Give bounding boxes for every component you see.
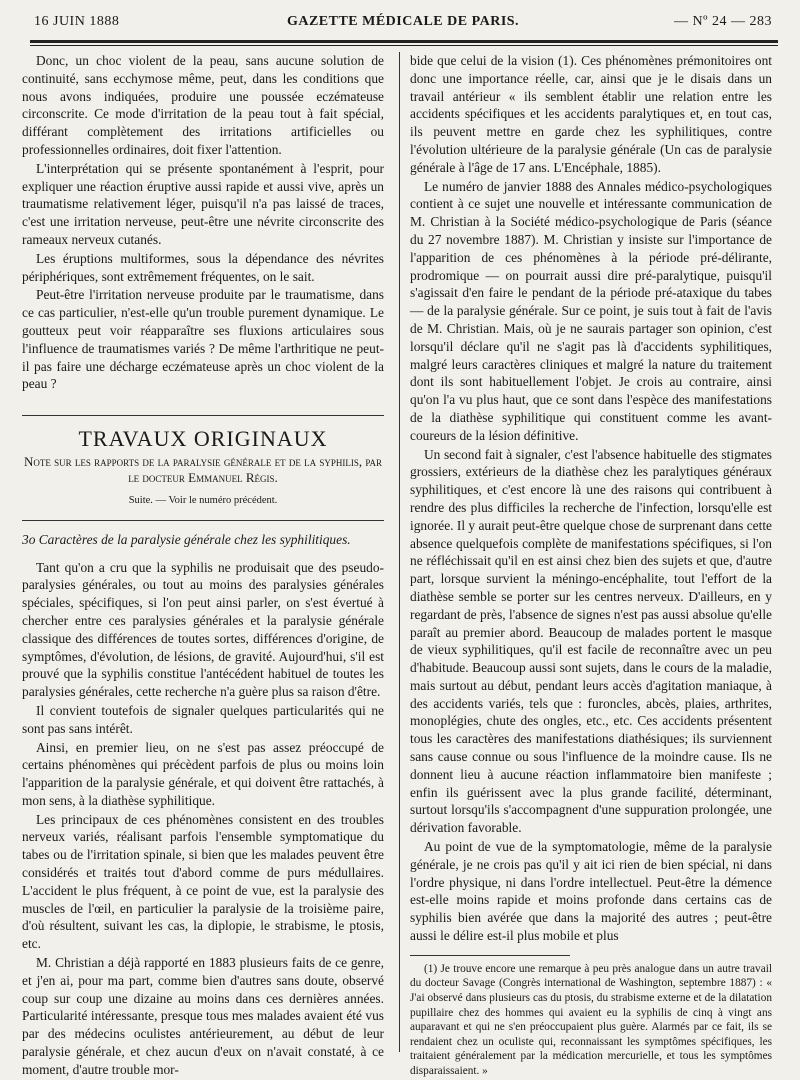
article-rule <box>22 520 384 521</box>
paragraph: Ainsi, en premier lieu, on ne s'est pas assez préoccupé de certains phénomènes qui précèdent parfois de plus ou moins loin l'apparition de la paralysie générale, et qui doivent être rattachés, à mon sens, à la diathèse syphilitique. <box>22 739 384 808</box>
footnote: (1) Je trouve encore une remarque à peu près analogue dans un autre travail du docteur Savage (Congrès international de Washington, septembre 1887) : « J'ai observé dans plusieurs cas du ptosis, du strabisme externe et de la dilatation pupillaire chez des hommes qui avaient eu la syphilis de cinq à vingt ans auparavant et qui ne s'en préoccupaient plus guère. Alarmés par ce fait, ils se rendaient chez un oculiste qui, reconnaissant les symptômes spécifiques, les traitaient généralement par la médication mercurielle, et tous les symptômes disparaissaient. » <box>410 962 772 1077</box>
page-number: — Nº 24 — 283 <box>674 14 772 29</box>
issue-date: 16 JUIN 1888 <box>34 14 120 29</box>
page-header <box>34 10 772 36</box>
header-rule-thin <box>30 45 778 46</box>
paragraph: Au point de vue de la symptomatologie, même de la paralysie générale, je ne crois pas qu'il y ait ici rien de bien spécial, ni dans l'ordre physique, ni dans l'ordre intellectuel. Peut-être la démence est-elle moins rapide et moins profonde dans certains cas de syphilis bien avérée que dans la majorité des autres ; peut-être aussi le délire est-il plus mobile et plus <box>410 839 772 944</box>
header-rule <box>30 40 778 43</box>
paragraph: Il convient toutefois de signaler quelques particularités qui ne sont pas sans intérêt. <box>22 702 384 736</box>
paragraph: bide que celui de la vision (1). Ces phénomènes prémonitoires ont donc une importance réelle, car, ainsi que je le disais dans un travail antérieur « ils semblent établir une relation entre les accidents spécifiques et les accidents paralytiques et, en tout cas, ils peuvent mettre en garde chez les syphilitiques, contre l'évolution ultérieure de la paralysie générale (Un cas de paralysie générale à l'âge de 17 ans. L'Encéphale, 1885). <box>410 53 772 175</box>
paragraph: Un second fait à signaler, c'est l'absence habituelle des stigmates grossiers, extérieurs de la diathèse chez les paralytiques généraux syphilitiques, et c'est encore là une des raisons qui contribuent à rendre des plus difficiles la recherche de l'infection, lorsqu'elle est ignorée. Il y aurait peut-être quelque chose de surprenant dans cette absence quelquefois complète de manifestations spécifiques, si l'on ne réfléchissait qu'il en est ainsi chez bien des sujets et que, d'autre part, lorsque survient la méningo-encéphalite, tout l'effort de la diathèse semble se porter sur les centres nerveux. D'ailleurs, en y regardant de près, l'absence de signes n'est pas aussi absolue qu'elle paraît au premier abord. Beaucoup de malades portent le masque de vieux syphilitiques, qu'il est facile de reconnaître avec un peu d'habitude. Beaucoup aussi sont sujets, dans le cours de la maladie, mais surtout au début, pendant leurs accès d'agitation maniaque, à des accidents variés, tels que : furoncles, abcès, plaies, arthrites, monoplégies, chute des ongles, etc., etc. Ces accidents présentent tous les caractères des manifestations diathésiques; ils surviennent sans cause connue ou sous l'influence de la moindre cause. Ils ne donnent lieu à aucune réaction inflammatoire bien manifeste ; enfin ils guérissent avec la plus grande facilité, déterminant, surtout lorsqu'ils s'accompagnent d'une suppuration prolongée, une dérivation favorable. <box>410 446 772 836</box>
right-column <box>410 52 772 1080</box>
paragraph: Tant qu'on a cru que la syphilis ne produisait que des pseudo-paralysies générales, ou tout au moins des paralysies générales spéciales, spécifiques, si l'on peut ainsi parler, on s'est évertué à chercher entre ces paralysies générales et la paralysie générale classique des différences de toutes sortes, différences d'origine, de symptômes, d'évolution, de lésions, de gravité. Aujourd'hui, s'il est prouvé que la syphilis constitue l'antécédent habituel de toutes les paralysies générales, cette recherche n'a guère plus sa raison d'être. <box>22 559 384 700</box>
paragraph: Donc, un choc violent de la peau, sans aucune solution de continuité, sans ecchymose même, peut, dans les conditions que nous avons indiquées, produire une poussée eczémateuse circonscrite. Ce mode d'irritation de la peau tout à fait spécial, différant complètement des irritations artificielles ou professionnelles ordinaires, doit fixer l'attention. <box>22 53 384 157</box>
paragraph: Les principaux de ces phénomènes consistent en des troubles nerveux variés, réalisant parfois l'ensemble symptomatique du tabes ou de l'irritation spinale, si bien que les malades peuvent être considérés et traités tout d'abord comme de purs médullaires. L'accident le plus fréquent, à ce point de vue, est la paralysie des muscles de l'œil, en particulier la paralysie de la troisième paire, d'où résultent, suivant les cas, la diplopie, le strabisme, le ptosis, etc. <box>22 811 384 952</box>
paragraph: Le numéro de janvier 1888 des Annales médico-psychologiques contient à ce sujet une nouvelle et intéressante communication de M. Christian à la Société médico-psychologique de Paris (séance du 27 novembre 1887). M. Christian y insiste sur l'importance de l'apparition de ces phénomènes à la période pré-délirante, prodromique — on pourrait aussi dire pré-paralytique, puisqu'il s'agissait d'en faire le pendant de la période pré-ataxique du tabes — de la paralysie générale. Sur ce point, je suis tout à fait de l'avis de M. Christian. Mais, où je ne saurais partager son opinion, c'est lorsqu'il déclare qu'il ne s'agit pas là d'accidents syphilitiques, malgré leurs caractères cliniques et malgré la nature du traitement dont ils sont habituellement l'objet. Je crois au contraire, ainsi qu'on l'a vu plus haut, que ce sont dans l'espèce des manifestations de la diathèse syphilitique qui constituent comme les avant-coureurs de la lésion définitive. <box>410 178 772 443</box>
column-divider <box>399 52 400 1052</box>
paragraph: Peut-être l'irritation nerveuse produite par le traumatisme, dans ce cas particulier, n'est-elle qu'un trouble purement dynamique. Le goutteux peut voir réapparaître ses fluxions articulaires sous l'influence de traumatismes variés ? De même l'arthritique ne peut-il pas faire une décharge eczémateuse après un choc violent de la peau ? <box>22 287 384 392</box>
paragraph: Les éruptions multiformes, sous la dépendance des névrites périphériques, sont extrêmement fréquentes, on le sait. <box>22 250 384 284</box>
section-title: TRAVAUX ORIGINAUX <box>78 426 328 452</box>
left-column <box>22 52 384 1080</box>
subsection-title: 3o Caractères de la paralysie générale chez les syphilitiques. <box>22 531 351 547</box>
section-rule <box>22 415 384 416</box>
paragraph: M. Christian a déjà rapporté en 1883 plusieurs faits de ce genre, et j'en ai, pour ma part, comme bien d'autres sans doute, observé coup sur coup une dizaine au moins dans ces dernières années. Particularité intéressante, presque tous mes malades avaient été vus par des médecins oculistes antérieurement, au début de leur paralysie générale, et chez aucun d'eux on n'avait constaté, à ce moment, d'autre trouble mor- <box>22 955 384 1077</box>
continuation-note: Suite. — Voir le numéro précédent. <box>128 494 278 506</box>
footnote-rule <box>410 955 570 956</box>
article-title: Note sur les rapports de la paralysie générale et de la syphilis, par le docteur Emmanuel Régis. <box>23 453 383 485</box>
journal-title: GAZETTE MÉDICALE DE PARIS. <box>286 14 520 29</box>
paragraph: L'interprétation qui se présente spontanément à l'esprit, pour expliquer une réaction éruptive aussi rapide et aussi vive, après un traumatisme relativement léger, puisqu'il n'a pas laissé de traces, c'est une irritation nerveuse, peut-être une névrite circonscrite des rameaux nerveux cutanés. <box>22 160 384 247</box>
